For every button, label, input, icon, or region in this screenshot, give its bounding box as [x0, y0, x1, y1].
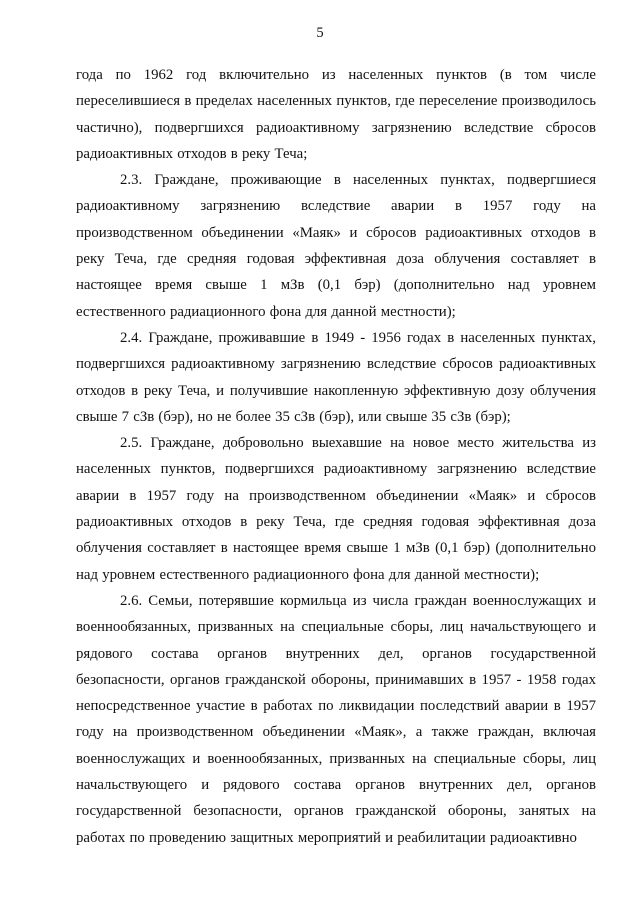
paragraph-2-6: 2.6. Семьи, потерявшие кормильца из числа граждан военнослужащих и военнообязанных, призванных на специальные сборы, лиц начальствующего и рядового состава органов внутренних дел, органов государственной безопасности, органов гражданской обороны, принимавших в 1957 - 1958 годах непосредственное участие в работах по ликвидации последствий аварии в 1957 году на производственном объединении «Маяк», а также граждан, включая военнослужащих и военнообязанных, призванных на специальные сборы, лиц начальствующего и рядового состава органов внутренних дел, органов государственной безопасности, органов гражданской обороны, занятых на работах по проведению защитных мероприятий и реабилитации радиоактивно	[76, 592, 596, 846]
page-number: 5	[316, 25, 324, 41]
paragraph-continuation: года по 1962 год включительно из населенных пунктов (в том числе переселившиеся в пределах населенных пунктов, где переселение производилось частично), подвергшихся радиоактивному загрязнению вследствие сбросов радиоактивных отходов в реку Теча;	[76, 67, 596, 162]
document-body	[76, 62, 596, 851]
paragraph-2-3: 2.3. Граждане, проживающие в населенных пунктах, подвергшиеся радиоактивному загрязнению вследствие аварии в 1957 году на производственном объединении «Маяк» и сбросов радиоактивных отходов в реку Теча, где средняя годовая эффективная доза облучения составляет в настоящее время свыше 1 мЗв (0,1 бэр) (дополнительно над уровнем естественного радиационного фона для данной местности);	[76, 172, 596, 320]
paragraph-2-5: 2.5. Граждане, добровольно выехавшие на новое место жительства из населенных пунктов, подвергшихся радиоактивному загрязнению вследствие аварии в 1957 году на производственном объединении «Маяк» и сбросов радиоактивных отходов в реку Теча, где средняя годовая эффективная доза облучения составляет в настоящее время свыше 1 мЗв (0,1 бэр) (дополнительно над уровнем естественного радиационного фона для данной местности);	[76, 435, 596, 583]
paragraph-2-4: 2.4. Граждане, проживавшие в 1949 - 1956 годах в населенных пунктах, подвергшихся радиоактивному загрязнению вследствие сбросов радиоактивных отходов в реку Теча, и получившие накопленную эффективную дозу облучения свыше 7 сЗв (бэр), но не более 35 сЗв (бэр), или свыше 35 сЗв (бэр);	[76, 329, 596, 425]
